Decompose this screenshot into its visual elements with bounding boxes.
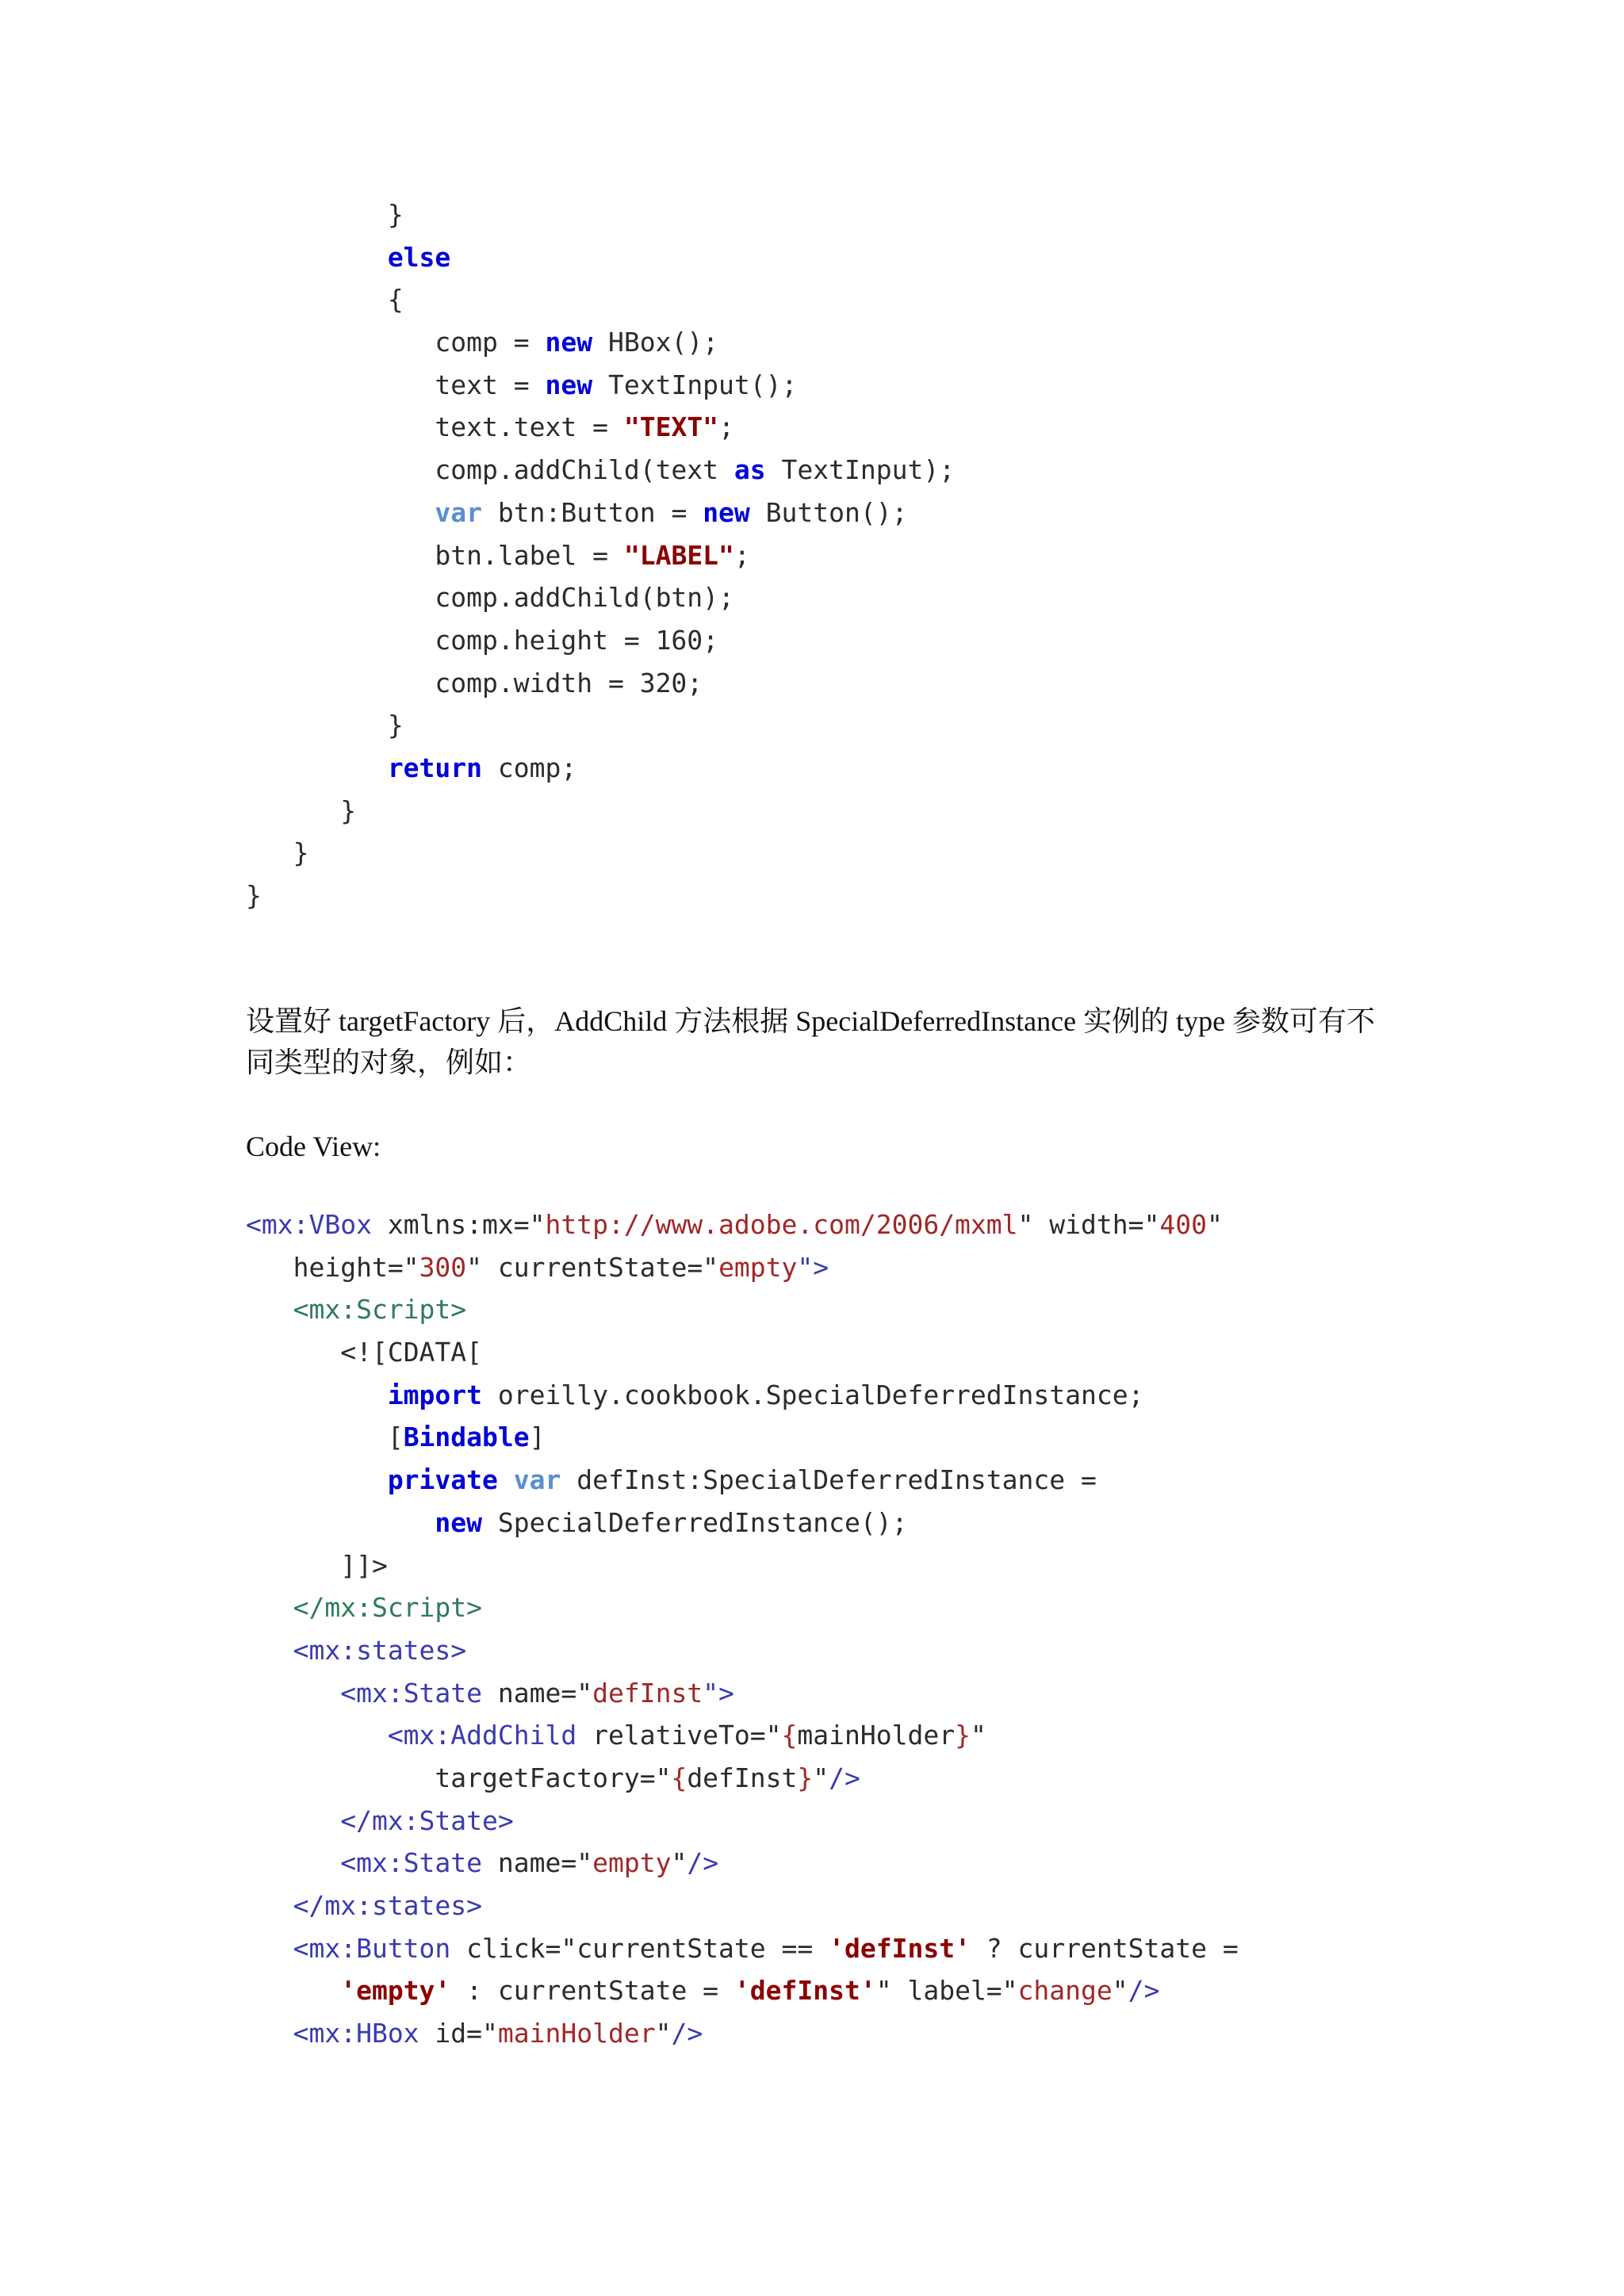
code-indent	[246, 795, 340, 826]
code-token: name="	[482, 1847, 593, 1879]
code-line	[246, 1502, 1239, 1544]
code-token: SpecialDeferredInstance();	[482, 1506, 908, 1538]
code-line	[246, 1416, 1239, 1459]
code-token: comp.addChild(btn);	[435, 582, 734, 614]
code-indent	[246, 668, 435, 698]
code-line	[246, 1374, 1239, 1417]
code-token: text.text =	[435, 411, 624, 443]
code-line	[246, 534, 955, 577]
code-indent	[246, 752, 388, 783]
code-line	[246, 193, 955, 236]
code-token: <mx:State	[340, 1847, 483, 1879]
code-token: empty	[718, 1251, 798, 1283]
code-indent	[246, 1592, 293, 1623]
code-token: http://www.adobe.com/2006/mxml	[545, 1209, 1018, 1240]
code-token: </mx:Script>	[293, 1592, 483, 1624]
code-token: />	[829, 1762, 860, 1793]
code-line	[246, 278, 955, 321]
code-indent	[246, 199, 388, 230]
code-token: {	[781, 1720, 798, 1751]
code-indent	[246, 2018, 293, 2049]
code-token: text =	[435, 369, 546, 400]
code-token: empty	[592, 1847, 672, 1879]
code-line	[246, 1927, 1239, 1970]
code-indent	[246, 454, 435, 485]
code-indent	[246, 1762, 435, 1793]
code-token: />	[687, 1847, 719, 1879]
code-token: "TEXT"	[623, 411, 719, 443]
code-indent	[246, 1890, 293, 1921]
code-token: <mx:VBox	[246, 1209, 372, 1240]
code-indent	[246, 327, 435, 358]
code-token: new	[435, 1506, 483, 1538]
code-line	[246, 790, 955, 832]
code-indent	[246, 411, 435, 442]
code-line	[246, 1842, 1239, 1885]
code-token: "	[1206, 1209, 1223, 1240]
code-line	[246, 1544, 1239, 1587]
code-line	[246, 662, 955, 705]
code-token: ">	[797, 1251, 829, 1283]
code-token: targetFactory="	[435, 1762, 672, 1793]
code-token: }	[387, 199, 404, 230]
code-indent	[246, 1294, 293, 1325]
code-line	[246, 619, 955, 662]
code-token: HBox();	[592, 327, 719, 358]
code-indent	[246, 710, 388, 740]
code-indent	[246, 1933, 293, 1964]
code-token: comp;	[482, 752, 577, 783]
code-token: <![CDATA[	[340, 1337, 483, 1368]
code-view-label: Code View:	[246, 1131, 381, 1162]
code-token: }	[340, 794, 357, 826]
code-indent	[246, 284, 388, 315]
code-line	[246, 704, 955, 747]
code-line	[246, 321, 955, 364]
code-token: defInst	[687, 1762, 798, 1793]
code-token: ">	[703, 1677, 734, 1709]
code-token: [	[387, 1422, 404, 1453]
code-token: ? currentState =	[970, 1932, 1239, 1964]
code-token: ]	[529, 1422, 546, 1453]
code-token: change	[1017, 1975, 1113, 2007]
code-indent	[246, 1337, 340, 1368]
code-token: defInst	[592, 1677, 703, 1709]
code-token: 'defInst'	[829, 1932, 971, 1964]
code-token: new	[545, 369, 593, 400]
code-block-mxml	[246, 1203, 1239, 2055]
description-paragraph: 设置好 targetFactory 后，AddChild 方法根据 SpecialDeferredInstance 实例的 type 参数可有不同类型的对象，例如：	[246, 1005, 1376, 1078]
code-line	[246, 576, 955, 619]
code-line	[246, 492, 955, 534]
code-line	[246, 406, 955, 449]
code-indent	[246, 1720, 388, 1751]
code-indent	[246, 837, 293, 868]
code-indent	[246, 1422, 388, 1452]
code-token: else	[387, 241, 451, 273]
code-token: return	[387, 752, 483, 783]
code-line	[246, 1586, 1239, 1629]
code-token: ;	[718, 411, 734, 443]
code-token	[498, 1464, 514, 1495]
code-token: {	[671, 1762, 688, 1793]
code-token: "	[970, 1720, 986, 1751]
code-token: new	[703, 496, 750, 528]
code-token: mainHolder	[797, 1720, 956, 1751]
code-token: <mx:Button	[293, 1932, 451, 1964]
code-token: xmlns:mx="	[371, 1209, 546, 1240]
code-line	[246, 1629, 1239, 1672]
code-token: " label="	[875, 1975, 1018, 2007]
code-indent	[246, 369, 435, 400]
code-token: import	[387, 1379, 483, 1410]
code-token: mainHolder	[497, 2018, 656, 2049]
code-indent	[246, 1678, 340, 1709]
code-line	[246, 747, 955, 790]
code-token: }	[387, 710, 404, 741]
code-token: comp =	[435, 327, 546, 358]
code-line	[246, 2012, 1239, 2055]
code-token: <mx:AddChild	[387, 1720, 577, 1751]
code-indent	[246, 497, 435, 528]
code-indent	[246, 1550, 340, 1581]
code-line	[246, 449, 955, 492]
code-token: 300	[419, 1251, 467, 1283]
code-token: </mx:State>	[340, 1804, 514, 1836]
code-token: relativeTo="	[576, 1720, 782, 1751]
code-token: click="currentState ==	[450, 1932, 829, 1964]
code-token: "LABEL"	[623, 539, 734, 571]
code-token: "	[813, 1762, 829, 1793]
code-line	[246, 1714, 1239, 1757]
code-token: height="	[293, 1251, 419, 1283]
code-token: var	[435, 496, 483, 528]
code-indent	[246, 1847, 340, 1878]
code-token: <mx:State	[340, 1677, 483, 1709]
code-token: TextInput();	[592, 369, 798, 400]
code-line	[246, 1672, 1239, 1715]
code-token: btn.label =	[435, 539, 624, 571]
code-line	[246, 874, 955, 917]
code-token: 'empty'	[340, 1975, 451, 2007]
code-token: Bindable	[403, 1422, 530, 1453]
code-indent	[246, 1805, 340, 1836]
code-token: ;	[733, 539, 750, 571]
code-token: </mx:states>	[293, 1890, 483, 1921]
code-token: />	[671, 2018, 703, 2049]
code-token: comp.width = 320;	[435, 667, 703, 698]
code-line	[246, 1885, 1239, 1927]
code-token: {	[387, 284, 404, 316]
code-token: <mx:Script>	[293, 1294, 467, 1326]
code-indent	[246, 242, 388, 273]
code-indent	[246, 625, 435, 656]
code-line	[246, 1203, 1239, 1246]
code-line	[246, 832, 955, 874]
code-token: Button();	[749, 496, 908, 528]
code-token: btn:Button =	[482, 496, 703, 528]
code-token: private	[387, 1464, 498, 1496]
code-token: oreilly.cookbook.SpecialDeferredInstance;	[482, 1379, 1144, 1410]
code-indent	[246, 1975, 340, 2006]
code-token: " width="	[1017, 1209, 1160, 1240]
code-indent	[246, 1635, 293, 1666]
code-token: : currentState =	[450, 1975, 734, 2007]
code-token: ]]>	[340, 1549, 388, 1581]
code-block-actionscript	[246, 193, 955, 917]
code-token: " currentState="	[466, 1251, 719, 1283]
code-token: as	[733, 454, 766, 486]
code-line	[246, 1331, 1239, 1374]
code-token: id="	[419, 2018, 498, 2049]
code-token: <mx:HBox	[293, 2018, 419, 2049]
code-token: "	[671, 1847, 688, 1879]
code-token: var	[513, 1464, 561, 1496]
code-indent	[246, 1252, 293, 1283]
code-token: <mx:states>	[293, 1634, 467, 1666]
code-token: 400	[1159, 1209, 1207, 1240]
code-indent	[246, 1464, 388, 1495]
code-line	[246, 1459, 1239, 1502]
code-token: comp.height = 160;	[435, 624, 719, 656]
code-token: }	[955, 1720, 971, 1751]
code-token: comp.addChild(text	[435, 454, 734, 486]
code-token: new	[545, 327, 593, 358]
code-indent	[246, 582, 435, 613]
code-indent	[246, 1507, 435, 1538]
code-indent	[246, 540, 435, 571]
code-token: 'defInst'	[733, 1975, 876, 2007]
code-line	[246, 364, 955, 407]
code-line	[246, 1288, 1239, 1331]
code-token: }	[246, 880, 262, 911]
code-line	[246, 1969, 1239, 2012]
code-token: "	[655, 2018, 672, 2049]
code-token: />	[1128, 1975, 1160, 2007]
code-indent	[246, 1380, 388, 1410]
code-token: defInst:SpecialDeferredInstance =	[561, 1464, 1097, 1496]
code-token: }	[797, 1762, 814, 1793]
code-line	[246, 1757, 1239, 1800]
code-token: TextInput);	[765, 454, 956, 486]
code-token: "	[1112, 1975, 1128, 2007]
code-line	[246, 1246, 1239, 1289]
code-token: name="	[482, 1677, 593, 1709]
code-line	[246, 1800, 1239, 1843]
code-line	[246, 236, 955, 279]
code-token: }	[293, 837, 309, 869]
